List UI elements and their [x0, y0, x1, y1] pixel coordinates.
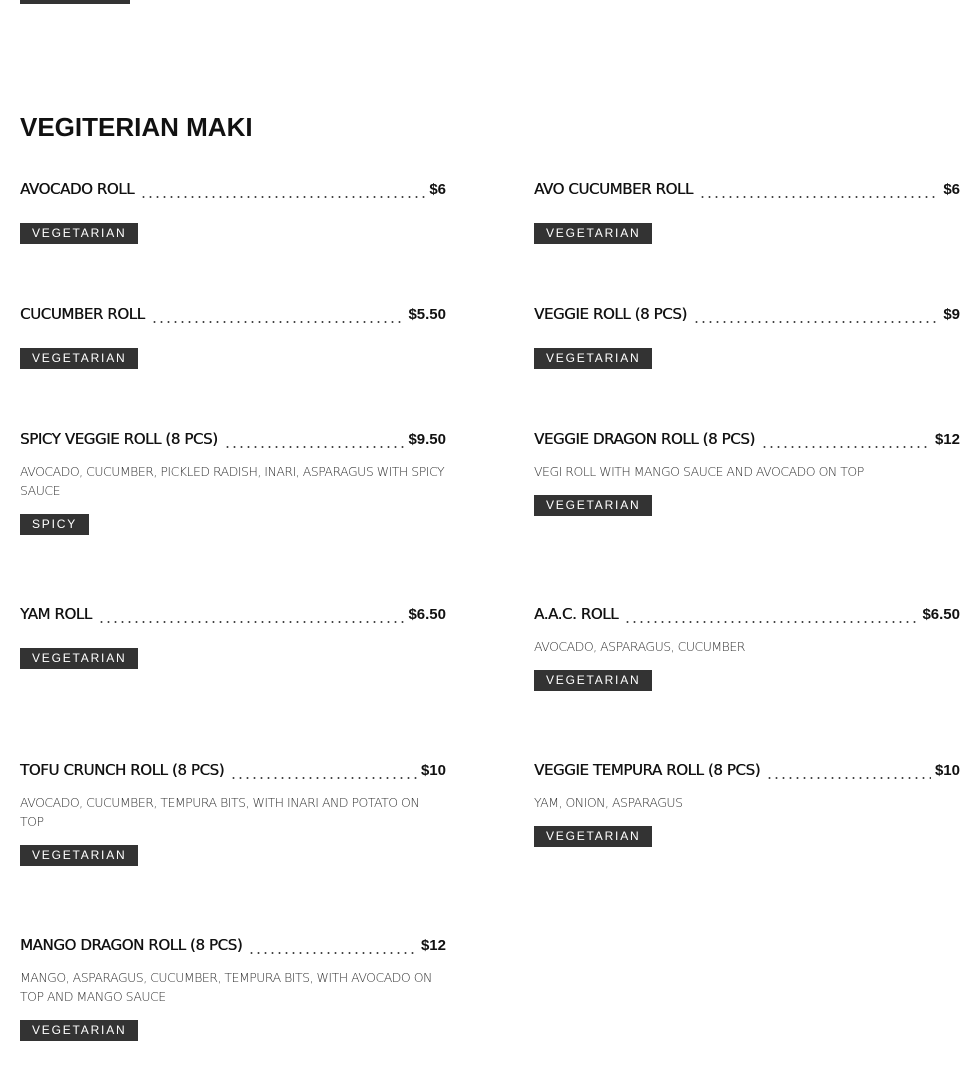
vegetarian-tag: VEGETARIAN [20, 648, 138, 669]
vegetarian-tag: VEGETARIAN [534, 495, 652, 516]
item-description: AVOCADO, CUCUMBER, TEMPURA BITS, WITH INARI AND POTATO ON TOP [20, 795, 420, 829]
item-name: VEGGIE ROLL (8 PCS) [534, 305, 687, 323]
item-price: $9 [943, 306, 960, 323]
menu-item-veggie-dragon-roll [534, 430, 960, 516]
spicy-tag: SPICY [20, 514, 89, 535]
vegetarian-tag: VEGETARIAN [20, 1020, 138, 1041]
item-name: TOFU CRUNCH ROLL (8 PCS) [20, 761, 225, 779]
item-price: $5.50 [408, 306, 446, 323]
item-description: YAM, ONION, ASPARAGUS [534, 795, 683, 810]
item-description: AVOCADO, CUCUMBER, PICKLED RADISH, INARI, ASPARAGUS WITH SPICY SAUCE [20, 464, 445, 498]
item-description: MANGO, ASPARAGUS, CUCUMBER, TEMPURA BITS, WITH AVOCADO ON TOP AND MANGO SAUCE [20, 970, 432, 1004]
item-name: MANGO DRAGON ROLL (8 PCS) [20, 936, 243, 954]
dot-leader [230, 766, 417, 780]
menu-item-yam-roll [20, 605, 446, 669]
item-name: VEGGIE TEMPURA ROLL (8 PCS) [534, 761, 761, 779]
item-price: $9.50 [408, 431, 446, 448]
item-price: $12 [934, 431, 960, 448]
dot-leader [761, 435, 931, 449]
item-price: $10 [934, 762, 960, 779]
menu-item-avocado-roll [20, 180, 446, 244]
item-name: YAM ROLL [20, 605, 92, 623]
menu-item-spicy-veggie-roll [20, 430, 446, 535]
vegetarian-tag: VEGETARIAN [534, 223, 652, 244]
item-name: CUCUMBER ROLL [20, 305, 145, 323]
item-name: VEGGIE DRAGON ROLL (8 PCS) [534, 430, 755, 448]
dot-leader [766, 766, 931, 780]
menu-item-mango-dragon-roll [20, 936, 446, 1041]
item-description: AVOCADO, ASPARAGUS, CUCUMBER [534, 639, 745, 654]
menu-item-veggie-roll [534, 305, 960, 369]
item-description: VEGI ROLL WITH MANGO SAUCE AND AVOCADO ON TOP [534, 464, 864, 479]
vegetarian-tag: VEGETARIAN [534, 826, 652, 847]
item-name: AVOCADO ROLL [20, 180, 135, 198]
dot-leader [151, 310, 405, 324]
vegetarian-tag: VEGETARIAN [20, 348, 138, 369]
vegetarian-tag: VEGETARIAN [534, 670, 652, 691]
dot-leader [224, 435, 405, 449]
item-price: $6.50 [408, 606, 446, 623]
item-name: AVO CUCUMBER ROLL [534, 180, 693, 198]
dot-leader [624, 610, 918, 624]
item-name: A.A.C. ROLL [534, 605, 619, 623]
menu-item-tofu-crunch-roll [20, 761, 446, 866]
vegetarian-tag: VEGETARIAN [20, 845, 138, 866]
item-price: $10 [420, 762, 446, 779]
dot-leader [699, 185, 939, 199]
item-price: $6 [429, 181, 446, 198]
dot-leader [693, 310, 939, 324]
item-name: SPICY VEGGIE ROLL (8 PCS) [20, 430, 218, 448]
menu-item-cucumber-roll [20, 305, 446, 369]
vegetarian-tag: VEGETARIAN [20, 223, 138, 244]
dot-leader [248, 941, 417, 955]
dot-leader [140, 185, 425, 199]
dot-leader [98, 610, 405, 624]
item-price: $6 [943, 181, 960, 198]
menu-item-veggie-tempura-roll [534, 761, 960, 847]
section-title: VEGITERIAN MAKI [20, 112, 253, 142]
menu-item-avo-cucumber-roll [534, 180, 960, 244]
item-price: $12 [420, 937, 446, 954]
item-price: $6.50 [922, 606, 960, 623]
vegetarian-tag: VEGETARIAN [534, 348, 652, 369]
previous-section-tag [20, 0, 130, 4]
menu-item-aac-roll [534, 605, 960, 691]
